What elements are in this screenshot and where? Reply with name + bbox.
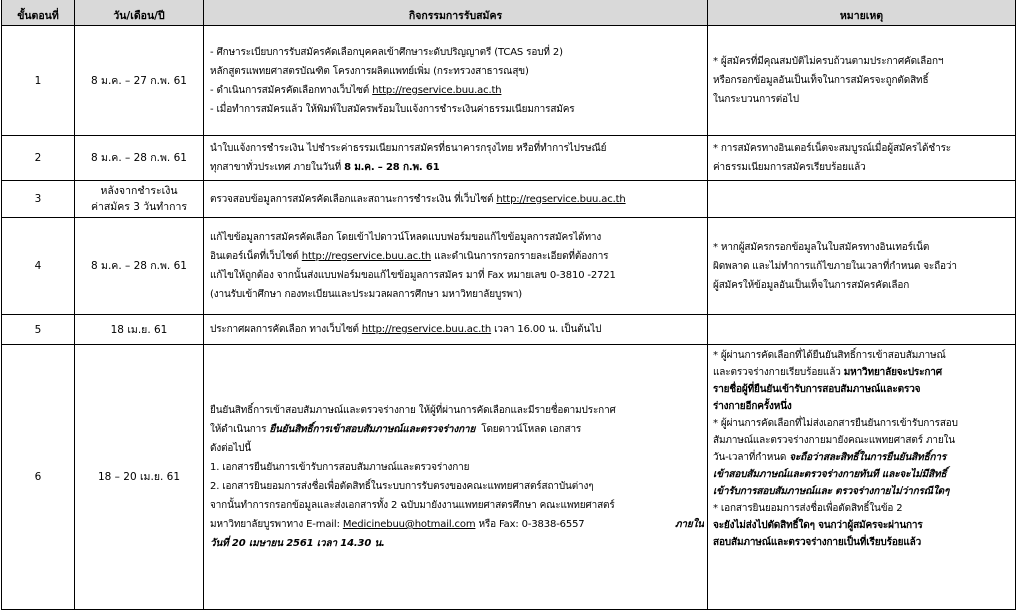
step-cell: 2 bbox=[2, 136, 75, 181]
remark-line: * เอกสารยินยอมการส่งชื่อเพื่อตัดสิทธิ์ในข้อ 2 bbox=[713, 503, 903, 514]
remark-emphasis: จะถือว่าสละสิทธิ์ในการยืนยันสิทธิ์การ bbox=[789, 452, 947, 463]
date-cell: 8 ม.ค. – 28 ก.พ. 61 bbox=[75, 218, 204, 315]
regservice-link[interactable]: http://regservice.buu.ac.th bbox=[372, 84, 502, 96]
activity-line bbox=[210, 420, 704, 439]
remark-line: * ผู้ผ่านการคัดเลือกที่ไม่ส่งเอกสารยืนยันการเข้ารับการสอบ bbox=[713, 418, 958, 429]
table-row bbox=[2, 26, 1016, 136]
activity-line: หลักสูตรแพทยศาสตรบัณฑิต โครงการผลิตแพทย์เพิ่ม (กระทรวงสาธารณสุข) bbox=[210, 65, 529, 77]
date-cell: 8 ม.ค. – 28 ก.พ. 61 bbox=[75, 136, 204, 181]
remark-text: และตรวจร่างกายเรียบร้อยแล้ว bbox=[713, 367, 844, 378]
activity-line: (งานรับเข้าศึกษา กองทะเบียนและประมวลผลการศึกษา มหาวิทยาลัยบูรพา) bbox=[210, 289, 523, 300]
remark-line: เข้าสอบสัมภาษณ์และตรวจร่างกายทันที และจะไม่มีสิทธิ์ bbox=[713, 469, 947, 480]
activity-text: เวลา 16.00 น. เป็นต้นไป bbox=[491, 324, 602, 335]
activity-line: แก้ไขข้อมูลการสมัครคัดเลือก โดยเข้าไปดาวน์โหลดแบบฟอร์มขอแก้ไขข้อมูลการสมัครได้ทาง bbox=[210, 232, 602, 243]
header-date: วัน/เดือน/ปี bbox=[75, 0, 204, 26]
activity-line: แก้ไขให้ถูกต้อง จากนั้นส่งแบบฟอร์มขอแก้ไขข้อมูลการสมัคร มาที่ Fax หมายเลข 0-3810 -2721 bbox=[210, 270, 616, 281]
remark-line: ร่างกายอีกครั้งหนึ่ง bbox=[713, 401, 792, 412]
activity-text: โดยดาวน์โหลด เอกสาร bbox=[475, 424, 582, 435]
date-cell: 8 ม.ค. – 27 ก.พ. 61 bbox=[75, 26, 204, 136]
activity-line bbox=[210, 81, 704, 100]
header-remark: หมายเหตุ bbox=[708, 0, 1016, 26]
remark-line: สัมภาษณ์และตรวจร่างกายมายังคณะแพทยศาสตร์ ภายใน bbox=[713, 435, 955, 446]
remark-line: * การสมัครทางอินเตอร์เน็ตจะสมบูรณ์เมื่อผู้สมัครได้ชำระ bbox=[713, 143, 952, 154]
table-row bbox=[2, 218, 1016, 315]
step-cell: 6 bbox=[2, 345, 75, 610]
header-activity: กิจกรรมการรับสมัคร bbox=[204, 0, 708, 26]
regservice-link[interactable]: http://regservice.buu.ac.th bbox=[301, 251, 432, 262]
remark-line: รายชื่อผู้ที่ยืนยันเข้ารับการสอบสัมภาษณ์และตรวจ bbox=[713, 384, 921, 395]
activity-line bbox=[210, 158, 704, 177]
activity-text: ตรวจสอบข้อมูลการสมัครคัดเลือกและสถานะการชำระเงิน ที่เว็บไซต์ bbox=[210, 193, 497, 205]
header-step: ขั้นตอนที่ bbox=[2, 0, 75, 26]
activity-cell bbox=[204, 345, 708, 610]
activity-line: - เมื่อทำการสมัครแล้ว ให้พิมพ์ใบสมัครพร้อมใบแจ้งการชำระเงินค่าธรรมเนียมการสมัคร bbox=[210, 103, 575, 115]
table-row bbox=[2, 315, 1016, 345]
remark-cell bbox=[708, 345, 1016, 610]
regservice-link[interactable]: http://regservice.buu.ac.th bbox=[496, 193, 626, 205]
date-line: หลังจากชำระเงิน bbox=[100, 185, 178, 197]
activity-cell bbox=[204, 218, 708, 315]
activity-text: ประกาศผลการคัดเลือก ทางเว็บไซต์ bbox=[210, 324, 362, 335]
remark-cell bbox=[708, 181, 1016, 218]
activity-cell bbox=[204, 26, 708, 136]
step-cell: 1 bbox=[2, 26, 75, 136]
step-cell: 4 bbox=[2, 218, 75, 315]
email-link[interactable]: Medicinebuu@hotmail.com bbox=[342, 519, 476, 530]
activity-cell bbox=[204, 136, 708, 181]
confirm-rights-emphasis: ยืนยันสิทธิ์การเข้าสอบสัมภาษณ์และตรวจร่างกาย bbox=[269, 424, 476, 435]
remark-cell bbox=[708, 26, 1016, 136]
payment-deadline: 8 ม.ค. – 28 ก.พ. 61 bbox=[344, 162, 440, 173]
deadline-date: วันที่ 20 เมษายน 2561 เวลา 14.30 น. bbox=[210, 538, 385, 549]
activity-line: จากนั้นทำการกรอกข้อมูลและส่งเอกสารทั้ง 2 ฉบับมายังงานแพทยศาสตรศึกษา คณะแพทยศาสตร์ bbox=[210, 500, 615, 511]
deadline-emphasis: ภายใน bbox=[674, 519, 704, 530]
date-line: ค่าสมัคร 3 วันทำการ bbox=[90, 201, 188, 213]
remark-line: * ผู้สมัครที่มีคุณสมบัติไม่ครบถ้วนตามประกาศคัดเลือกฯ bbox=[713, 56, 944, 67]
remark-line: เข้ารับการสอบสัมภาษณ์และ ตรวจร่างกายไม่ว่ากรณีใดๆ bbox=[713, 486, 950, 497]
remark-text: วัน-เวลาที่กำหนด bbox=[713, 452, 790, 463]
activity-line: 1. เอกสารยืนยันการเข้ารับการสอบสัมภาษณ์และตรวจร่างกาย bbox=[210, 462, 470, 473]
activity-line bbox=[210, 515, 704, 534]
activity-line: นำใบแจ้งการชำระเงิน ไปชำระค่าธรรมเนียมการสมัครที่ธนาคารกรุงไทย หรือที่ทำการไปรษณีย์ bbox=[210, 143, 607, 154]
activity-text: ทุกสาขาทั่วประเทศ ภายในวันที่ bbox=[210, 162, 345, 173]
activity-line bbox=[210, 247, 704, 266]
remark-line bbox=[713, 449, 1012, 466]
date-cell: 18 เม.ย. 61 bbox=[75, 315, 204, 345]
activity-text: และดำเนินการกรอกรายละเอียดที่ต้องการ bbox=[431, 251, 609, 262]
remark-line: สอบสัมภาษณ์และตรวจร่างกายเป็นที่เรียบร้อยแล้ว bbox=[713, 537, 922, 548]
remark-line: ผู้สมัครให้ข้อมูลอันเป็นเท็จในการสมัครคัดเลือก bbox=[713, 279, 910, 291]
regservice-link[interactable]: http://regservice.buu.ac.th bbox=[361, 324, 492, 335]
remark-line: จะยังไม่ส่งไปตัดสิทธิ์ใดๆ จนกว่าผู้สมัครจะผ่านการ bbox=[713, 520, 923, 531]
remark-line bbox=[713, 364, 1012, 381]
activity-line: ดังต่อไปนี้ bbox=[210, 443, 252, 454]
remark-cell bbox=[708, 136, 1016, 181]
remark-line: * หากผู้สมัครกรอกข้อมูลในใบสมัครทางอินเทอร์เน็ต bbox=[713, 241, 930, 253]
remark-cell bbox=[708, 218, 1016, 315]
activity-line bbox=[210, 190, 704, 209]
remark-cell bbox=[708, 315, 1016, 345]
remark-line: หรือกรอกข้อมูลอันเป็นเท็จในการสมัครจะถูกตัดสิทธิ์ bbox=[713, 75, 929, 86]
remark-line: * ผู้ผ่านการคัดเลือกที่ได้ยืนยันสิทธิ์การเข้าสอบสัมภาษณ์ bbox=[713, 350, 946, 361]
admission-schedule-table bbox=[1, 0, 1016, 610]
activity-line: ยืนยันสิทธิ์การเข้าสอบสัมภาษณ์และตรวจร่างกาย ให้ผู้ที่ผ่านการคัดเลือกและมีรายชื่อตามประกาศ bbox=[210, 405, 616, 416]
step-cell: 3 bbox=[2, 181, 75, 218]
remark-line: ในกระบวนการต่อไป bbox=[713, 94, 799, 105]
activity-text: มหาวิทยาลัยบูรพาทาง E-mail: bbox=[210, 519, 343, 530]
table-header-row bbox=[2, 0, 1016, 26]
remark-line: ผิดพลาด และไม่ทำการแก้ไขภายในเวลาที่กำหนด จะถือว่า bbox=[713, 260, 957, 272]
activity-text: อินเตอร์เน็ตที่เว็บไซต์ bbox=[210, 251, 302, 262]
remark-line: ค่าธรรมเนียมการสมัครเรียบร้อยแล้ว bbox=[713, 162, 866, 173]
activity-text: - ดำเนินการสมัครคัดเลือกทางเว็บไซต์ bbox=[210, 84, 373, 96]
date-cell: 18 – 20 เม.ย. 61 bbox=[75, 345, 204, 610]
activity-text: หรือ Fax: 0-3838-6557 bbox=[475, 519, 585, 530]
step-cell: 5 bbox=[2, 315, 75, 345]
table-row bbox=[2, 136, 1016, 181]
activity-cell bbox=[204, 181, 708, 218]
table-row bbox=[2, 345, 1016, 610]
activity-line bbox=[210, 320, 704, 339]
date-cell bbox=[75, 181, 204, 218]
activity-line: - ศึกษาระเบียบการรับสมัครคัดเลือกบุคคลเข้าศึกษาระดับปริญญาตรี (TCAS รอบที่ 2) bbox=[210, 46, 563, 58]
activity-line: 2. เอกสารยินยอมการส่งชื่อเพื่อตัดสิทธิ์ในระบบการรับตรงของคณะแพทยศาสตร์สถาบันต่างๆ bbox=[210, 481, 594, 492]
activity-cell bbox=[204, 315, 708, 345]
activity-text: ให้ดำเนินการ bbox=[210, 424, 270, 435]
table-row bbox=[2, 181, 1016, 218]
remark-emphasis: มหาวิทยาลัยจะประกาศ bbox=[843, 367, 942, 378]
